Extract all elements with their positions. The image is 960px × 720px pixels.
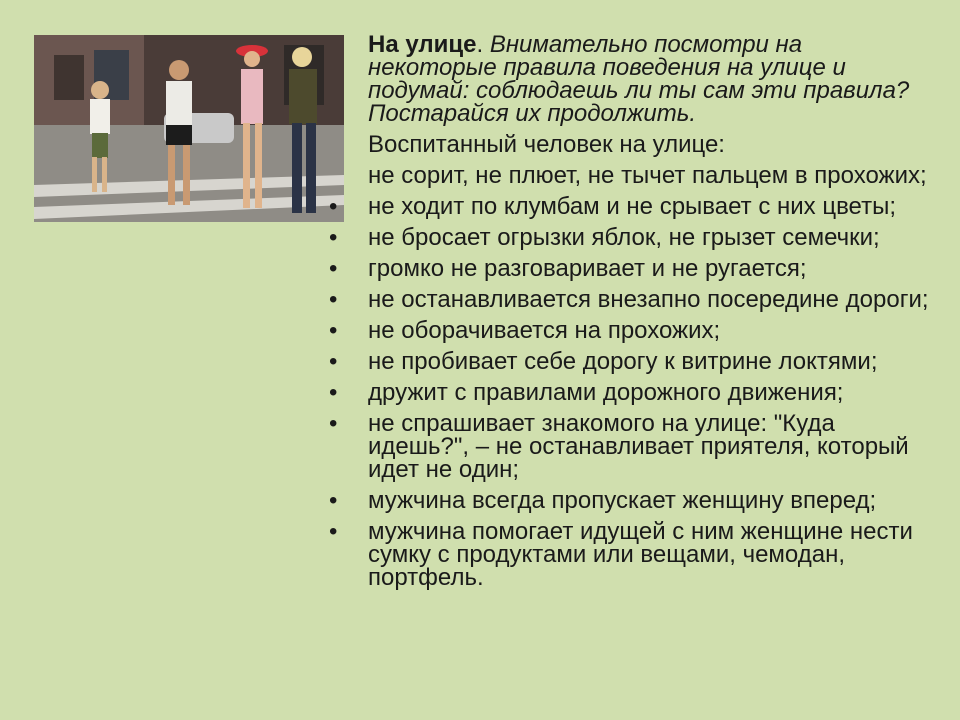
rule-item bbox=[329, 257, 929, 280]
rule-text: дружит с правилами дорожного движения; bbox=[368, 379, 844, 406]
rule-text: мужчина всегда пропускает женщину вперед; bbox=[368, 487, 877, 514]
rule-text: не спрашивает знакомого на улице: "Куда идешь?", – не останавливает приятеля, который идет не один; bbox=[368, 410, 909, 483]
rule-text: не пробивает себе дорогу к витрине локтями; bbox=[368, 348, 878, 375]
rule-text: не ходит по клумбам и не срывает с них цветы; bbox=[368, 193, 897, 220]
bullet-icon: • bbox=[329, 379, 338, 406]
rule-item bbox=[329, 520, 929, 589]
bullet-icon: • bbox=[329, 286, 338, 313]
intro-paragraph bbox=[329, 33, 929, 125]
building-window bbox=[54, 55, 84, 100]
bullet-icon: • bbox=[329, 255, 338, 282]
intro-italic: Внимательно посмотри на некоторые правила поведения на улице и подумай: соблюдаешь ли ты сам эти правила? Постарайся их продолжить. bbox=[368, 31, 910, 127]
rule-text: не бросает огрызки яблок, не грызет семечки; bbox=[368, 224, 880, 251]
bullet-icon: • bbox=[329, 224, 338, 251]
bullet-icon: • bbox=[329, 193, 338, 220]
rule-item bbox=[329, 319, 929, 342]
rule-item bbox=[329, 489, 929, 512]
bullet-icon: • bbox=[329, 317, 338, 344]
street-photo bbox=[34, 35, 344, 222]
bullet-icon: • bbox=[329, 487, 338, 514]
rule-item bbox=[329, 288, 929, 311]
first-rule: не сорит, не плюет, не тычет пальцем в прохожих; bbox=[368, 162, 927, 189]
rule-text: мужчина помогает идущей с ним женщине нести сумку с продуктами или вещами, чемодан, портфель. bbox=[368, 518, 913, 591]
rule-text: не останавливается внезапно посередине дороги; bbox=[368, 286, 929, 313]
rule-item bbox=[329, 226, 929, 249]
intro-heading: На улице bbox=[368, 31, 477, 58]
rule-item bbox=[329, 381, 929, 404]
bullet-icon: • bbox=[329, 410, 338, 437]
rule-item bbox=[329, 412, 929, 481]
rule-text: громко не разговаривает и не ругается; bbox=[368, 255, 807, 282]
rule-text: не оборачивается на прохожих; bbox=[368, 317, 721, 344]
rule-item bbox=[329, 195, 929, 218]
rules-list bbox=[329, 195, 929, 589]
lead-paragraph: Воспитанный человек на улице: bbox=[368, 131, 725, 158]
text-block bbox=[329, 33, 929, 597]
bullet-icon: • bbox=[329, 348, 338, 375]
bullet-icon: • bbox=[329, 518, 338, 545]
intro-period: . bbox=[476, 31, 484, 58]
rule-item bbox=[329, 350, 929, 373]
